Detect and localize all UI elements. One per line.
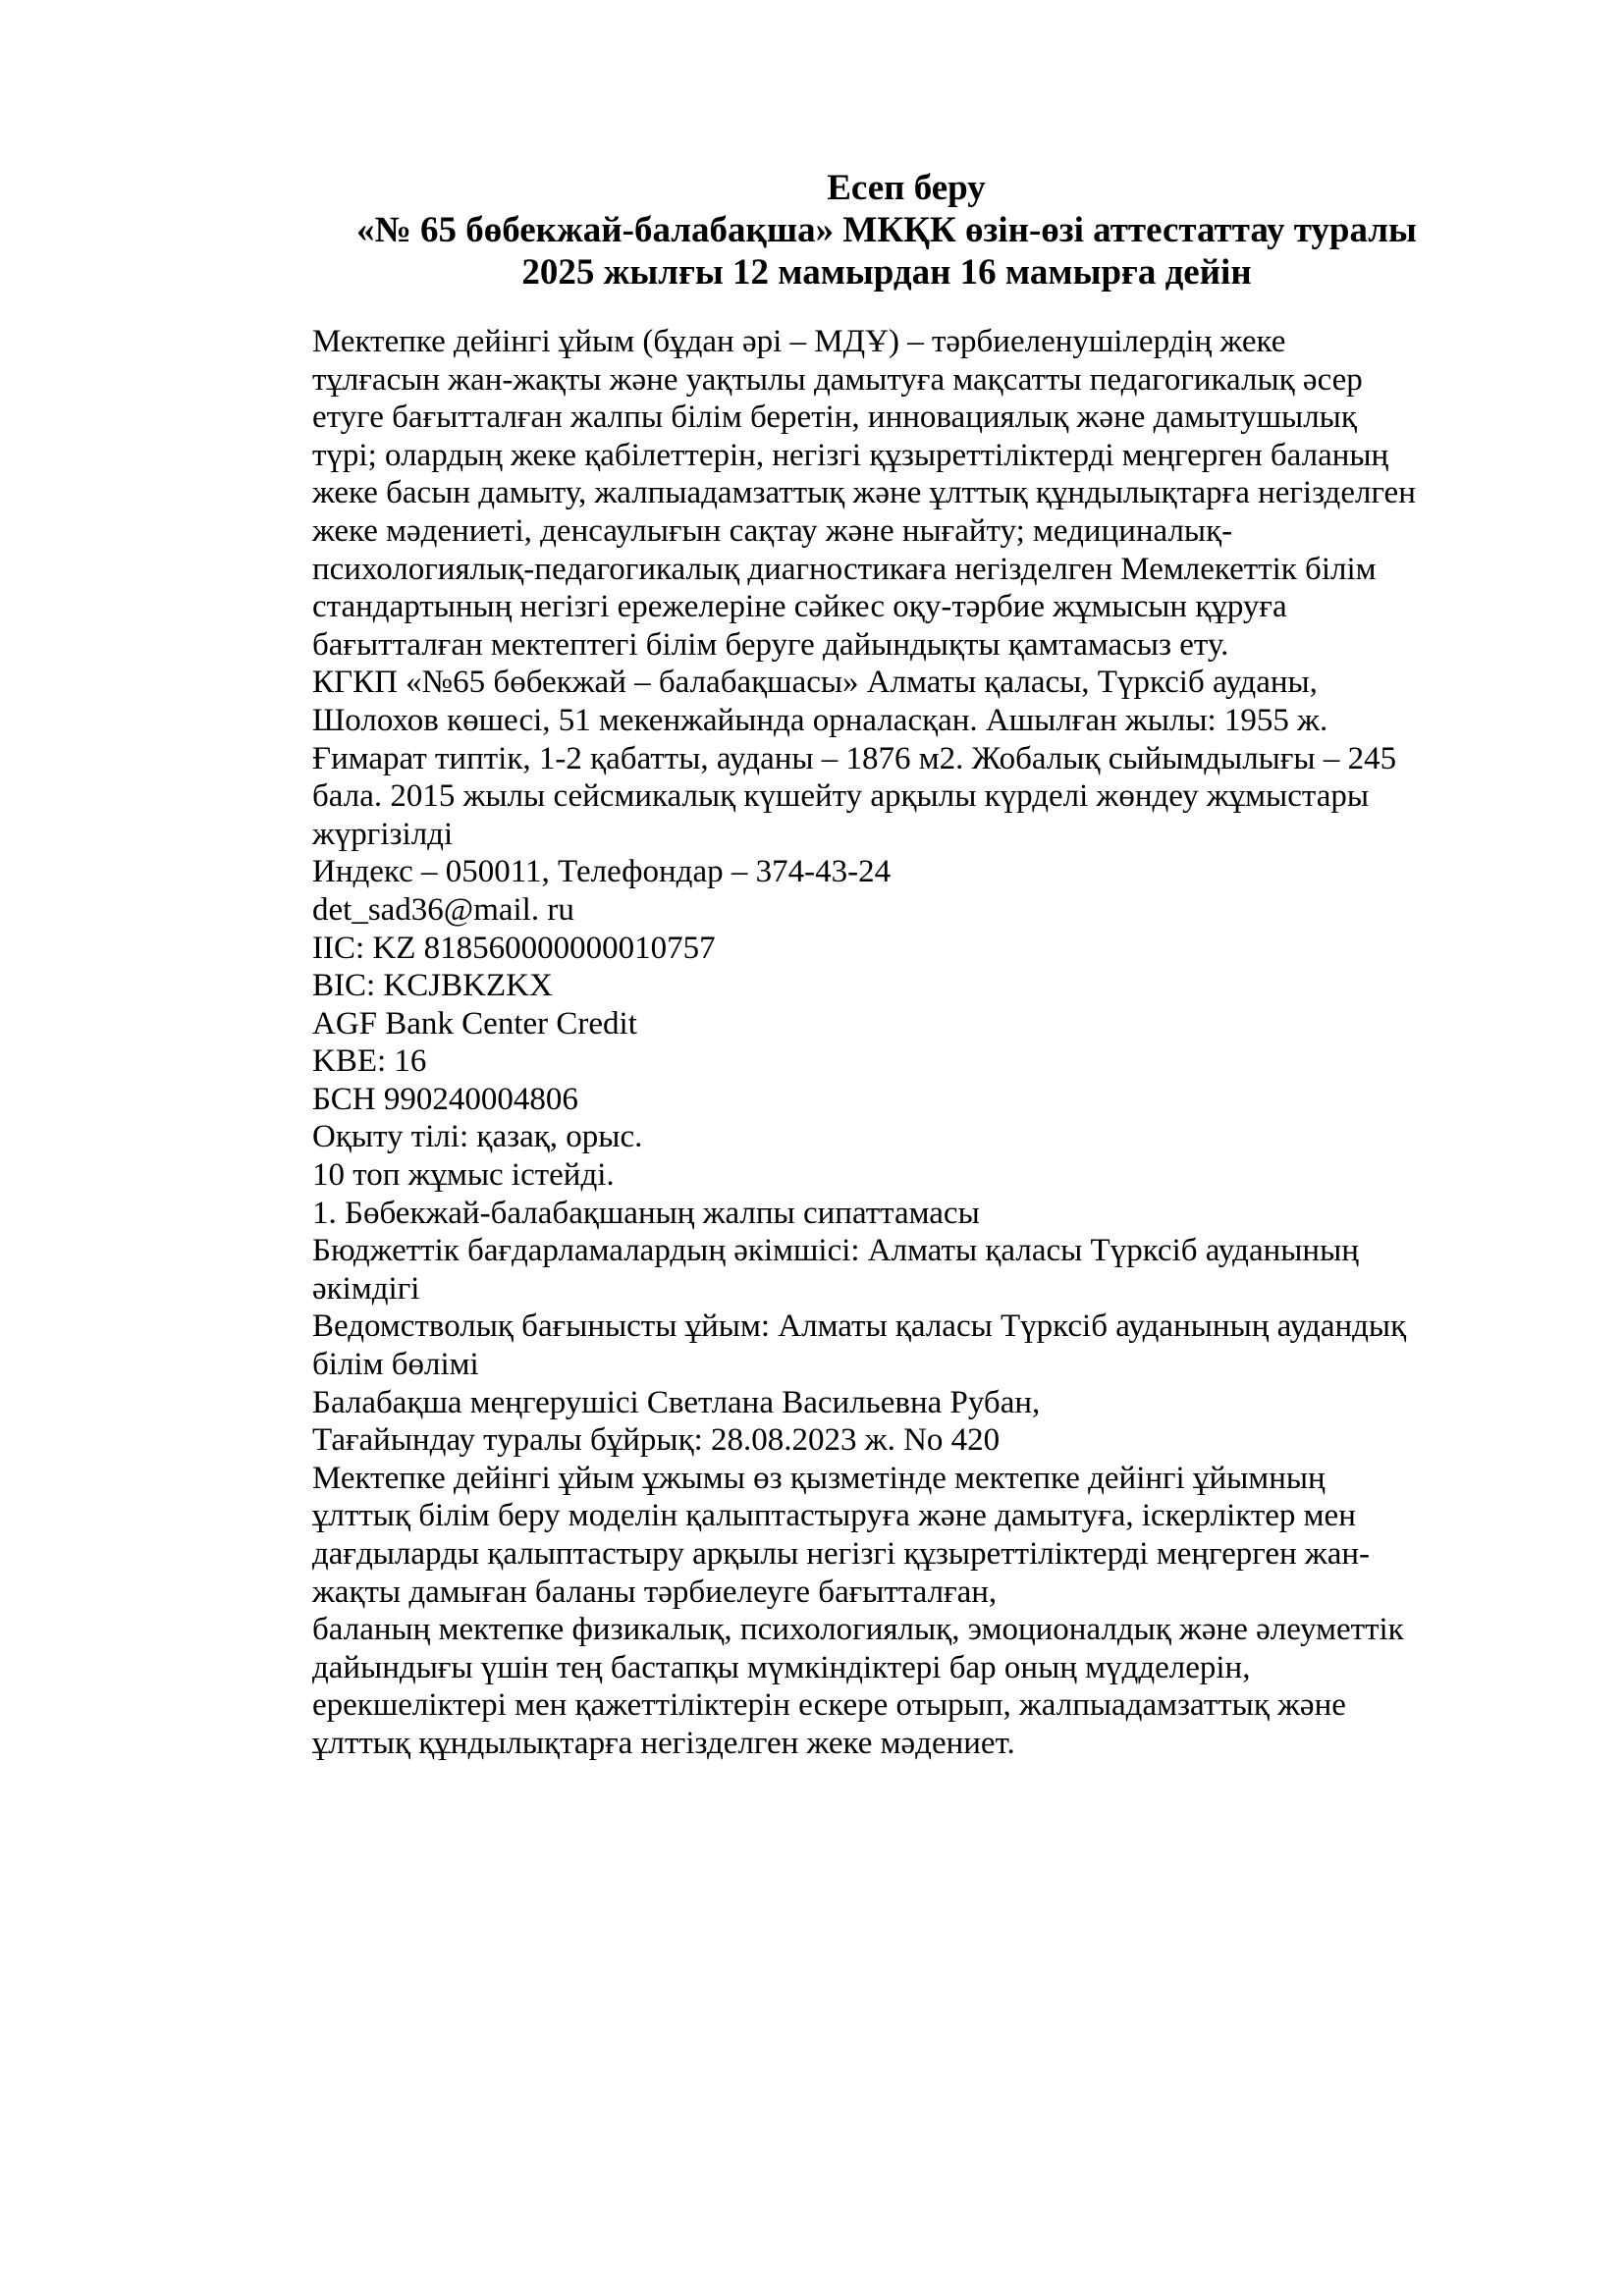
text-line: Оқыту тілі: қазақ, орыс. — [312, 1119, 643, 1155]
section-heading: 1. Бөбекжай-балабақшаның жалпы сипаттамасы — [312, 1195, 980, 1231]
text-line: түрі; олардың жеке қабілеттерін, негізгі құзыреттіліктерді меңгерген баланың — [312, 437, 1389, 473]
text-line: Ғимарат типтік, 1-2 қабатты, ауданы – 1876 м2. Жобалық сыйымдылығы – 245 — [312, 740, 1397, 776]
title-line-3: 2025 жылғы 12 мамырдан 16 мамырға дейін — [521, 252, 1252, 293]
text-line: жақты дамыған баланы тәрбиелеуге бағытталған, — [312, 1574, 998, 1610]
title-line-2: «№ 65 бөбекжай-балабақша» МКҚК өзін-өзі аттестаттау туралы — [356, 210, 1417, 250]
text-line: етуге бағытталған жалпы білім беретін, инновациялық және дамытушылық — [312, 400, 1357, 436]
text-line: әкімдігі — [312, 1270, 420, 1307]
text-line: Мектепке дейінгі ұйым (бұдан әрі – МДҰ) – тәрбиеленушілердің жеке — [312, 324, 1286, 359]
text-line: тұлғасын жан-жақты және уақтылы дамытуға мақсатты педагогикалық әсер — [312, 361, 1363, 398]
text-line: жеке мәдениеті, денсаулығын сақтау және нығайту; медициналық- — [312, 512, 1233, 549]
text-line: КГКП «№65 бөбекжай – балабақшасы» Алматы қаласы, Түрксіб ауданы, — [312, 665, 1318, 701]
text-line: Бюджеттік бағдарламалардың әкімшісі: Алматы қаласы Түрксіб ауданының — [312, 1233, 1359, 1269]
text-line: Мектепке дейінгі ұйым ұжымы өз қызметінде мектепке дейінгі ұйымның — [312, 1460, 1326, 1496]
text-line: IIC: KZ 818560000000010757 — [312, 930, 716, 966]
text-line: 10 топ жұмыс істейді. — [312, 1157, 615, 1194]
text-line: БСН 990240004806 — [312, 1081, 578, 1117]
text-line: Индекс – 050011, Телефондар – 374-43-24 — [312, 854, 892, 890]
text-line: жүргізілді — [312, 816, 454, 852]
document-title — [312, 167, 1461, 294]
text-line: BIC: KCJBKZKX — [312, 968, 553, 1004]
text-line: білім бөлімі — [312, 1347, 479, 1383]
text-line: жеке басын дамыту, жалпыадамзаттық және ұлттық құндылықтарға негізделген — [312, 475, 1416, 511]
title-line-1: Есеп беру — [827, 168, 986, 208]
text-line: бағытталған мектептегі білім беруге дайындықты қамтамасыз ету. — [312, 626, 1229, 663]
text-line: AGF Bank Center Credit — [312, 1005, 637, 1041]
text-line: дайындығы үшін тең бастапқы мүмкіндіктері бар оның мүдделерін, — [312, 1649, 1251, 1685]
text-line: KBE: 16 — [312, 1043, 427, 1080]
text-line: ұлттық құндылықтарға негізделген жеке мәдениет. — [312, 1725, 1015, 1761]
text-line: дағдыларды қалыптастыру арқылы негізгі құзыреттіліктерді меңгерген жан- — [312, 1536, 1371, 1572]
email-text: det_sad36@mail. ru — [312, 891, 574, 928]
text-line: бала. 2015 жылы сейсмикалық күшейту арқылы күрделі жөндеу жұмыстары — [312, 778, 1370, 815]
text-line: ерекшеліктері мен қажеттіліктерін ескере отырып, жалпыадамзаттық және — [312, 1687, 1346, 1724]
text-line: стандартының негізгі ережелеріне сәйкес оқу-тәрбие жұмысын құруға — [312, 589, 1287, 625]
text-line: психологиялық-педагогикалық диагностикаға негізделген Мемлекеттік білім — [312, 551, 1377, 587]
text-line: ұлттық білім беру моделін қалыптастыруға және дамытуға, іскерліктер мен — [312, 1498, 1356, 1534]
document-body — [312, 323, 1461, 1763]
document-page — [312, 167, 1461, 1763]
text-line: Балабақша меңгерушісі Светлана Васильевна Рубан, — [312, 1384, 1041, 1420]
text-line: Шолохов көшесі, 51 мекенжайында орналасқан. Ашылған жылы: 1955 ж. — [312, 702, 1328, 738]
text-line: баланың мектепке физикалық, психологиялық, эмоционалдық және әлеуметтік — [312, 1612, 1404, 1648]
text-line: Ведомстволық бағынысты ұйым: Алматы қаласы Түрксіб ауданының аудандық — [312, 1308, 1407, 1345]
text-line: Тағайындау туралы бұйрық: 28.08.2023 ж. No 420 — [312, 1422, 1001, 1459]
